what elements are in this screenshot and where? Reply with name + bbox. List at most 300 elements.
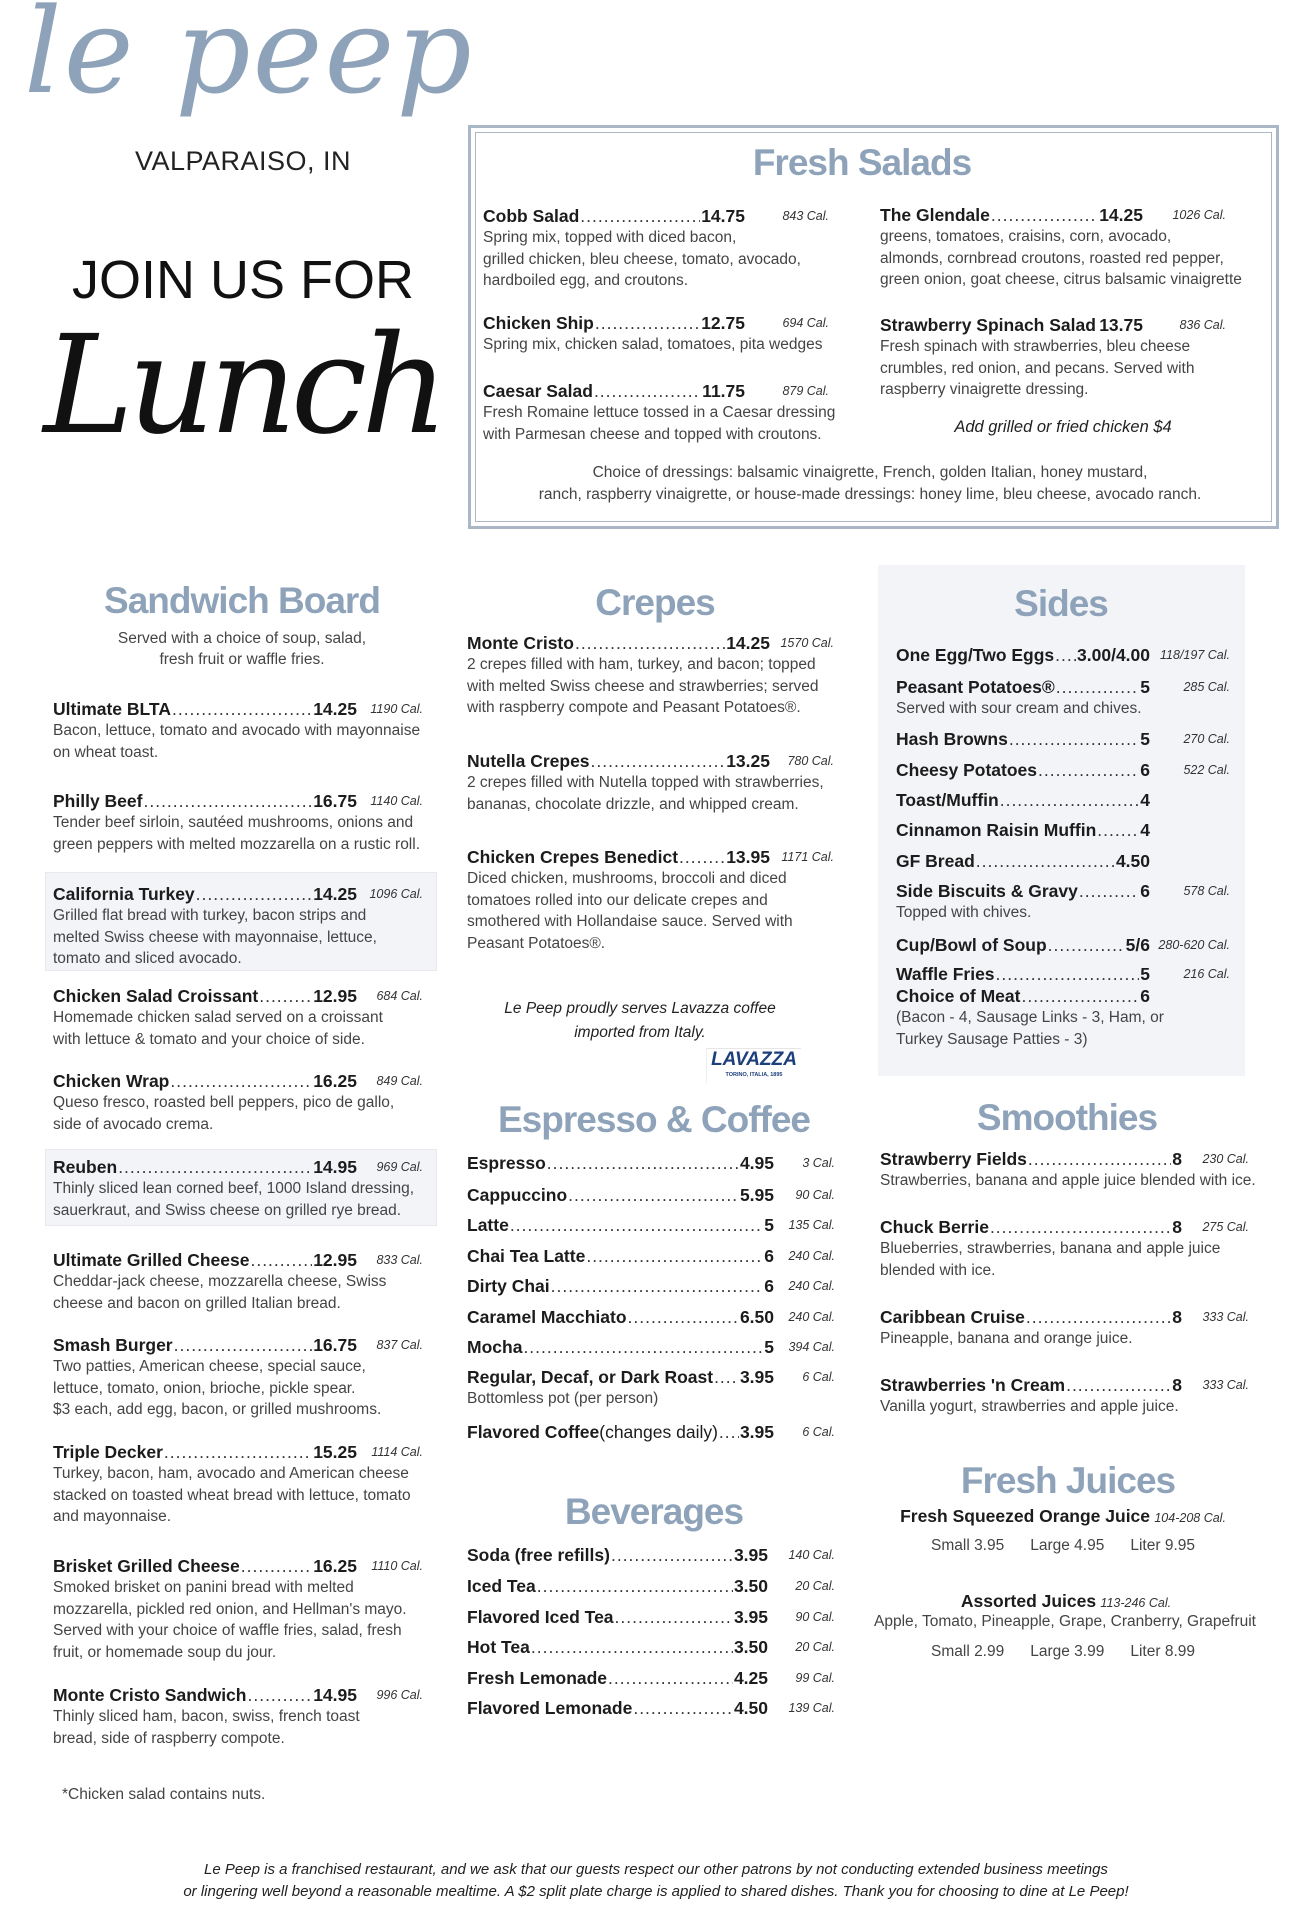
item-description: raspberry vinaigrette dressing. bbox=[880, 381, 1089, 398]
item-name: Cobb Salad bbox=[483, 206, 580, 226]
menu-item bbox=[467, 1152, 835, 1174]
dot-leader bbox=[996, 963, 1140, 985]
item-price: 15.25 bbox=[313, 1442, 357, 1462]
item-price: 12.75 bbox=[701, 313, 745, 333]
sides-title: Sides bbox=[1014, 583, 1108, 624]
menu-item bbox=[467, 1667, 835, 1689]
dot-leader bbox=[991, 204, 1098, 226]
item-calories: 118/197 Cal. bbox=[1160, 648, 1230, 662]
menu-item bbox=[896, 963, 1230, 985]
item-calories: 1190 Cal. bbox=[370, 702, 423, 716]
item-name: Caribbean Cruise bbox=[880, 1307, 1025, 1327]
item-calories: 1171 Cal. bbox=[781, 850, 834, 864]
item-description: hardboiled egg, and croutons. bbox=[483, 272, 689, 289]
menu-item bbox=[467, 1575, 835, 1597]
item-price: 14.25 bbox=[1099, 205, 1143, 225]
item-name: Chuck Berrie bbox=[880, 1217, 989, 1237]
menu-item bbox=[467, 1184, 835, 1206]
assorted-juices-name: Assorted Juices bbox=[960, 1591, 1097, 1611]
dot-leader bbox=[568, 1184, 739, 1206]
dot-leader bbox=[575, 632, 725, 654]
add-chicken-note: Add grilled or fried chicken $4 bbox=[954, 418, 1172, 436]
item-name: Ultimate BLTA bbox=[53, 699, 171, 719]
item-price: 4 bbox=[1140, 790, 1150, 810]
item-description: green peppers with melted mozzarella on a rustic roll. bbox=[53, 835, 421, 853]
dressings-line-1: Choice of dressings: balsamic vinaigrette, French, golden Italian, honey mustard, bbox=[592, 464, 1148, 481]
menu-item bbox=[467, 632, 834, 719]
item-description: Fresh Romaine lettuce tossed in a Caesar dressing bbox=[483, 404, 836, 421]
lavazza-subline: TORINO, ITALIA, 1895 bbox=[725, 1072, 783, 1078]
dot-leader bbox=[591, 750, 726, 772]
menu-item bbox=[467, 1421, 835, 1443]
item-description: Diced chicken, mushrooms, broccoli and diced bbox=[467, 870, 787, 887]
dot-leader bbox=[1079, 880, 1139, 902]
item-price: 11.75 bbox=[702, 381, 745, 401]
menu-item bbox=[896, 789, 1230, 811]
item-calories: 240 Cal. bbox=[788, 1310, 835, 1324]
item-name: Side Biscuits & Gravy bbox=[896, 881, 1078, 901]
item-calories: 230 Cal. bbox=[1202, 1152, 1249, 1166]
item-description: blended with ice. bbox=[880, 1261, 996, 1279]
dot-leader bbox=[1009, 728, 1139, 750]
item-description: with Parmesan cheese and topped with croutons. bbox=[483, 425, 822, 443]
item-price: 5 bbox=[1140, 677, 1150, 697]
item-calories: 996 Cal. bbox=[376, 1688, 423, 1702]
espresso-coffee-title: Espresso & Coffee bbox=[498, 1099, 810, 1140]
size-small: Small 3.95 bbox=[931, 1537, 1005, 1554]
item-calories: 90 Cal. bbox=[795, 1610, 835, 1624]
fresh-juices-title: Fresh Juices bbox=[960, 1460, 1176, 1501]
item-price: 3.00/4.00 bbox=[1077, 645, 1150, 665]
orange-juice-row bbox=[900, 1506, 1226, 1527]
item-price: 3.95 bbox=[733, 1607, 768, 1627]
item-calories: 20 Cal. bbox=[795, 1640, 835, 1654]
item-calories: 280-620 Cal. bbox=[1158, 938, 1230, 952]
item-name: Nutella Crepes bbox=[467, 751, 590, 771]
item-price: 5 bbox=[764, 1337, 774, 1357]
item-price: 5 bbox=[1140, 964, 1150, 984]
dot-leader bbox=[241, 1555, 312, 1577]
item-name: Ultimate Grilled Cheese bbox=[53, 1250, 250, 1270]
item-price: 13.75 bbox=[1099, 315, 1143, 335]
item-name: Caesar Salad bbox=[483, 381, 593, 401]
menu-item bbox=[53, 1684, 423, 1749]
item-price: 6 bbox=[764, 1246, 774, 1266]
dot-leader bbox=[679, 846, 725, 868]
item-price: 4.95 bbox=[739, 1153, 774, 1173]
menu-item bbox=[483, 312, 829, 356]
item-name: Strawberry Spinach Salad bbox=[880, 315, 1096, 335]
item-name: Flavored Coffee(changes daily) bbox=[467, 1422, 718, 1442]
item-description: sauerkraut, and Swiss cheese on grilled rye bread. bbox=[53, 1201, 402, 1219]
item-description: 2 crepes filled with ham, turkey, and bacon; topped bbox=[467, 656, 816, 673]
menu-item bbox=[880, 1216, 1249, 1281]
item-calories: 6 Cal. bbox=[802, 1370, 835, 1384]
item-price: 5 bbox=[764, 1215, 774, 1235]
dot-leader bbox=[164, 1441, 312, 1463]
item-description: Tender beef sirloin, sautéed mushrooms, onions and bbox=[53, 814, 414, 831]
orange-juice-name: Fresh Squeezed Orange Juice bbox=[900, 1506, 1151, 1526]
dot-leader bbox=[594, 380, 701, 402]
item-price: 6 bbox=[1140, 881, 1150, 901]
le-peep-logo: le peep bbox=[24, 0, 474, 120]
item-description: Vanilla yogurt, strawberries and apple juice. bbox=[880, 1398, 1179, 1415]
item-price: 5 bbox=[1140, 729, 1150, 749]
orange-juice-sizes bbox=[918, 1537, 1208, 1555]
menu-item bbox=[483, 380, 836, 445]
item-description: tomatoes rolled into our delicate crepes and bbox=[467, 891, 768, 909]
sandwich-subtitle-1: Served with a choice of soup, salad, bbox=[117, 630, 367, 647]
menu-item bbox=[467, 750, 834, 815]
item-calories: 1110 Cal. bbox=[371, 1559, 423, 1573]
item-price: 13.95 bbox=[726, 847, 770, 867]
item-name: Flavored Iced Tea bbox=[467, 1607, 614, 1627]
item-description: fruit, or homemade soup du jour. bbox=[53, 1643, 277, 1661]
item-price: 3.50 bbox=[733, 1576, 768, 1596]
item-calories: 836 Cal. bbox=[1179, 318, 1226, 332]
item-description: greens, tomatoes, craisins, corn, avocado, bbox=[880, 228, 1172, 245]
item-description: Homemade chicken salad served on a croissant bbox=[53, 1009, 383, 1026]
item-name: California Turkey bbox=[53, 884, 195, 904]
item-calories: 1140 Cal. bbox=[370, 794, 423, 808]
menu-item bbox=[53, 1334, 423, 1421]
item-price: 14.25 bbox=[726, 633, 770, 653]
item-description: grilled chicken, bleu cheese, tomato, avocado, bbox=[483, 250, 801, 268]
item-description: Bottomless pot (per person) bbox=[467, 1390, 659, 1407]
item-description: with melted Swiss cheese and strawberries; served bbox=[467, 677, 819, 695]
item-calories: 394 Cal. bbox=[788, 1340, 835, 1354]
item-price: 5.95 bbox=[739, 1185, 774, 1205]
lunch-script-heading: Lunch bbox=[43, 307, 443, 465]
menu-item bbox=[53, 1249, 423, 1314]
dot-leader bbox=[170, 1070, 312, 1092]
item-calories: 969 Cal. bbox=[376, 1160, 423, 1174]
item-calories: 20 Cal. bbox=[795, 1579, 835, 1593]
menu-item bbox=[880, 1306, 1249, 1350]
item-description: $3 each, add egg, bacon, or grilled mushrooms. bbox=[53, 1401, 382, 1418]
item-calories: 90 Cal. bbox=[795, 1188, 835, 1202]
item-name: Smash Burger bbox=[53, 1335, 173, 1355]
dot-leader bbox=[523, 1336, 763, 1358]
dot-leader bbox=[551, 1275, 764, 1297]
item-description: on wheat toast. bbox=[53, 743, 159, 761]
dot-leader bbox=[1021, 985, 1139, 1007]
item-price: 16.75 bbox=[313, 1335, 357, 1355]
item-description: (Bacon - 4, Sausage Links - 3, Ham, or bbox=[896, 1009, 1164, 1026]
item-description: Cheddar-jack cheese, mozzarella cheese, Swiss bbox=[53, 1273, 387, 1290]
item-calories: 3 Cal. bbox=[802, 1156, 835, 1170]
item-description: mozzarella, pickled red onion, and Hellman's mayo. bbox=[53, 1600, 407, 1618]
assorted-juice-flavors: Apple, Tomato, Pineapple, Grape, Cranberry, Grapefruit bbox=[874, 1613, 1256, 1630]
nut-allergy-note: *Chicken salad contains nuts. bbox=[62, 1786, 266, 1803]
item-calories: 843 Cal. bbox=[782, 209, 829, 223]
item-price: 12.95 bbox=[313, 1250, 357, 1270]
join-us-heading: JOIN US FOR bbox=[71, 250, 415, 310]
item-calories: 6 Cal. bbox=[802, 1425, 835, 1439]
item-description: lettuce, tomato, onion, brioche, pickle spear. bbox=[53, 1379, 356, 1397]
dressings-line-2: ranch, raspberry vinaigrette, or house-made dressings: honey lime, bleu cheese, avocado ranch. bbox=[538, 486, 1202, 503]
item-name: Hash Browns bbox=[896, 729, 1008, 749]
item-name: Philly Beef bbox=[53, 791, 143, 811]
menu-item bbox=[53, 985, 423, 1050]
item-calories: 275 Cal. bbox=[1202, 1220, 1249, 1234]
item-price: 14.25 bbox=[313, 884, 357, 904]
item-price: 6 bbox=[1140, 986, 1150, 1006]
item-name: Choice of Meat bbox=[896, 986, 1021, 1006]
item-description: green onion, goat cheese, citrus balsamic vinaigrette bbox=[880, 271, 1242, 288]
item-calories: 522 Cal. bbox=[1183, 763, 1230, 777]
dot-leader bbox=[259, 985, 312, 1007]
item-description: Served with sour cream and chives. bbox=[896, 700, 1142, 717]
assorted-juices-row bbox=[961, 1591, 1171, 1612]
item-calories: 837 Cal. bbox=[376, 1338, 423, 1352]
item-calories: 694 Cal. bbox=[782, 316, 829, 330]
dot-leader bbox=[990, 1216, 1171, 1238]
menu-item bbox=[896, 644, 1230, 666]
footer-line-2: or lingering well beyond a reasonable mealtime. A $2 split plate charge is applied to shared dishes. Thank you for choosing to dine at Le Peep! bbox=[183, 1883, 1129, 1900]
dot-leader bbox=[608, 1667, 733, 1689]
menu-item bbox=[467, 1245, 835, 1267]
item-price: 6.50 bbox=[739, 1307, 774, 1327]
item-description: Bacon, lettuce, tomato and avocado with mayonnaise bbox=[53, 722, 421, 739]
dot-leader bbox=[1056, 676, 1139, 698]
dot-leader bbox=[1048, 934, 1125, 956]
item-description: Turkey, bacon, ham, avocado and American cheese bbox=[53, 1465, 409, 1482]
item-calories: 1114 Cal. bbox=[371, 1445, 423, 1459]
assorted-juice-sizes bbox=[918, 1643, 1208, 1661]
size-large: Large 4.95 bbox=[1030, 1537, 1105, 1554]
menu-item bbox=[53, 790, 423, 855]
item-description: with lettuce & tomato and your choice of side. bbox=[53, 1030, 365, 1048]
item-price: 8 bbox=[1172, 1307, 1182, 1327]
dot-leader bbox=[1066, 1374, 1171, 1396]
menu-item bbox=[53, 1070, 423, 1135]
item-name: Espresso bbox=[467, 1153, 546, 1173]
menu-item bbox=[467, 846, 834, 954]
menu-item bbox=[467, 1366, 835, 1410]
dot-leader bbox=[250, 1249, 312, 1271]
item-price: 4.25 bbox=[733, 1668, 768, 1688]
item-name: Iced Tea bbox=[467, 1576, 536, 1596]
item-name: Latte bbox=[467, 1215, 509, 1235]
menu-item bbox=[896, 676, 1230, 720]
item-description: Thinly sliced ham, bacon, swiss, french toast bbox=[53, 1708, 360, 1725]
menu-item bbox=[467, 1606, 835, 1628]
item-name: Peasant Potatoes® bbox=[896, 677, 1055, 697]
item-description: cheese and bacon on grilled Italian bread. bbox=[53, 1294, 341, 1312]
dot-leader bbox=[1038, 759, 1139, 781]
menu-item bbox=[53, 1441, 423, 1528]
menu-item bbox=[896, 819, 1230, 841]
item-price: 5/6 bbox=[1125, 935, 1150, 955]
item-description: with raspberry compote and Peasant Potatoes®. bbox=[467, 699, 801, 716]
item-description: Grilled flat bread with turkey, bacon strips and bbox=[53, 907, 367, 924]
item-price: 14.25 bbox=[313, 699, 357, 719]
item-price: 16.25 bbox=[313, 1071, 357, 1091]
item-description: smothered with Hollandaise sauce. Served with bbox=[467, 913, 793, 930]
item-description: almonds, cornbread croutons, roasted red pepper, bbox=[880, 249, 1224, 267]
dot-leader bbox=[595, 312, 700, 334]
item-price: 16.75 bbox=[313, 791, 357, 811]
item-description: Peasant Potatoes®. bbox=[467, 934, 606, 952]
item-name: Flavored Lemonade bbox=[467, 1698, 633, 1718]
menu-item bbox=[483, 205, 829, 292]
location-label: VALPARAISO, IN bbox=[134, 146, 352, 176]
item-description: stacked on toasted wheat bread with lettuce, tomato bbox=[53, 1486, 411, 1504]
item-description: Fresh spinach with strawberries, bleu cheese bbox=[880, 338, 1191, 355]
item-price: 8 bbox=[1172, 1217, 1182, 1237]
item-price: 16.25 bbox=[313, 1556, 357, 1576]
orange-juice-cal: 104-208 Cal. bbox=[1154, 1511, 1226, 1525]
item-name: Chicken Crepes Benedict bbox=[467, 847, 679, 867]
item-name: Cappuccino bbox=[467, 1185, 568, 1205]
item-price: 6 bbox=[764, 1276, 774, 1296]
size-liter: Liter 8.99 bbox=[1130, 1643, 1195, 1660]
item-description: bananas, chocolate drizzle, and whipped cream. bbox=[467, 795, 799, 813]
item-description: tomato and sliced avocado. bbox=[53, 950, 242, 967]
sandwich-board-title: Sandwich Board bbox=[104, 580, 380, 621]
item-description: Two patties, American cheese, special sauce, bbox=[53, 1358, 366, 1375]
item-price: 6 bbox=[1140, 760, 1150, 780]
dot-leader bbox=[174, 1334, 313, 1356]
item-description: Thinly sliced lean corned beef, 1000 Island dressing, bbox=[53, 1180, 415, 1197]
item-name: Chicken Wrap bbox=[53, 1071, 170, 1091]
item-description: Smoked brisket on panini bread with melted bbox=[53, 1579, 354, 1596]
menu-item bbox=[880, 204, 1242, 291]
item-calories: 285 Cal. bbox=[1183, 680, 1230, 694]
sandwich-subtitle-2: fresh fruit or waffle fries. bbox=[159, 651, 325, 668]
item-name: Caramel Macchiato bbox=[467, 1307, 627, 1327]
item-name: Fresh Lemonade bbox=[467, 1668, 608, 1688]
item-calories: 139 Cal. bbox=[788, 1701, 835, 1715]
item-description: Blueberries, strawberries, banana and apple juice bbox=[880, 1240, 1221, 1257]
menu-item bbox=[896, 934, 1230, 956]
item-calories: 849 Cal. bbox=[376, 1074, 423, 1088]
item-name: Toast/Muffin bbox=[896, 790, 999, 810]
menu-item bbox=[896, 850, 1230, 872]
menu-item bbox=[53, 883, 423, 970]
item-name: Brisket Grilled Cheese bbox=[53, 1556, 240, 1576]
item-name: Triple Decker bbox=[53, 1442, 163, 1462]
beverages-title: Beverages bbox=[564, 1491, 744, 1532]
item-description: side of avocado crema. bbox=[53, 1115, 214, 1133]
item-calories: 1096 Cal. bbox=[369, 887, 423, 901]
item-price: 13.25 bbox=[726, 751, 770, 771]
item-name: Chicken Salad Croissant bbox=[53, 986, 259, 1006]
item-price: 4.50 bbox=[1115, 851, 1150, 871]
size-liter: Liter 9.95 bbox=[1130, 1537, 1195, 1554]
menu-item bbox=[53, 1555, 423, 1663]
item-price: 4.50 bbox=[733, 1698, 768, 1718]
dot-leader bbox=[611, 1544, 733, 1566]
item-calories: 833 Cal. bbox=[376, 1253, 423, 1267]
item-name: Dirty Chai bbox=[467, 1276, 550, 1296]
size-small: Small 2.99 bbox=[931, 1643, 1005, 1660]
item-description: crumbles, red onion, and pecans. Served with bbox=[880, 359, 1195, 377]
menu-item bbox=[53, 1156, 423, 1221]
item-calories: 333 Cal. bbox=[1202, 1310, 1249, 1324]
menu-item bbox=[896, 759, 1230, 781]
item-name: Chicken Ship bbox=[483, 313, 594, 333]
item-name: Cup/Bowl of Soup bbox=[896, 935, 1047, 955]
footer-line-1: Le Peep is a franchised restaurant, and we ask that our guests respect our other patrons by not conducting extended business meetings bbox=[204, 1861, 1108, 1878]
dot-leader bbox=[615, 1606, 733, 1628]
item-description: 2 crepes filled with Nutella topped with strawberries, bbox=[467, 774, 824, 791]
dot-leader bbox=[586, 1245, 763, 1267]
item-calories: 216 Cal. bbox=[1183, 967, 1230, 981]
dot-leader bbox=[580, 205, 700, 227]
dot-leader bbox=[143, 790, 312, 812]
dot-leader bbox=[633, 1697, 733, 1719]
dot-leader bbox=[1097, 314, 1098, 336]
item-price: 3.95 bbox=[739, 1422, 774, 1442]
item-description: Turkey Sausage Patties - 3) bbox=[896, 1030, 1088, 1048]
menu-item bbox=[880, 1148, 1256, 1192]
dot-leader bbox=[1028, 1148, 1171, 1170]
lavazza-wordmark: LAVAZZA bbox=[711, 1049, 797, 1070]
item-calories: 270 Cal. bbox=[1183, 732, 1230, 746]
size-large: Large 3.99 bbox=[1030, 1643, 1105, 1660]
lavazza-note-2: imported from Italy. bbox=[574, 1024, 706, 1041]
lavazza-logo bbox=[706, 1048, 801, 1083]
crepes-title: Crepes bbox=[595, 582, 715, 623]
item-calories: 140 Cal. bbox=[788, 1548, 835, 1562]
item-calories: 684 Cal. bbox=[376, 989, 423, 1003]
item-name: Strawberry Fields bbox=[880, 1149, 1027, 1169]
item-calories: 333 Cal. bbox=[1202, 1378, 1249, 1392]
item-description: Queso fresco, roasted bell peppers, pico de gallo, bbox=[53, 1094, 395, 1111]
menu-item bbox=[880, 314, 1226, 401]
item-description: Spring mix, chicken salad, tomatoes, pita wedges bbox=[483, 336, 823, 353]
dot-leader bbox=[1055, 644, 1076, 666]
menu-item bbox=[467, 1214, 835, 1236]
item-description: Topped with chives. bbox=[896, 904, 1032, 921]
item-name: Regular, Decaf, or Dark Roast bbox=[467, 1367, 714, 1387]
menu-item bbox=[896, 985, 1230, 1050]
item-name: Cheesy Potatoes bbox=[896, 760, 1038, 780]
item-price: 3.95 bbox=[733, 1545, 768, 1565]
item-calories: 99 Cal. bbox=[795, 1671, 835, 1685]
assorted-juices-cal: 113-246 Cal. bbox=[1100, 1596, 1172, 1610]
item-price: 14.95 bbox=[313, 1157, 357, 1177]
menu-item bbox=[467, 1544, 835, 1566]
dot-leader bbox=[537, 1575, 733, 1597]
item-name: Mocha bbox=[467, 1337, 523, 1357]
menu-item bbox=[53, 698, 423, 763]
item-name: Reuben bbox=[53, 1157, 118, 1177]
smoothies-title: Smoothies bbox=[976, 1097, 1158, 1138]
item-name: Soda (free refills) bbox=[467, 1545, 610, 1565]
menu-item bbox=[880, 1374, 1249, 1418]
dot-leader bbox=[976, 850, 1115, 872]
menu-item bbox=[896, 728, 1230, 750]
fresh-salads-title: Fresh Salads bbox=[752, 142, 972, 183]
item-price: 12.95 bbox=[313, 986, 357, 1006]
item-name: Strawberries 'n Cream bbox=[880, 1375, 1066, 1395]
item-price: 3.95 bbox=[739, 1367, 774, 1387]
item-description: bread, side of raspberry compote. bbox=[53, 1729, 285, 1747]
item-description: Pineapple, banana and orange juice. bbox=[880, 1330, 1133, 1347]
menu-item bbox=[467, 1275, 835, 1297]
item-description: Strawberries, banana and apple juice blended with ice. bbox=[880, 1172, 1256, 1189]
item-calories: 240 Cal. bbox=[788, 1279, 835, 1293]
menu-item bbox=[467, 1336, 835, 1358]
item-description: Spring mix, topped with diced bacon, bbox=[483, 229, 737, 246]
item-description: melted Swiss cheese with mayonnaise, lettuce, bbox=[53, 928, 377, 946]
dot-leader bbox=[1026, 1306, 1171, 1328]
item-name: Chai Tea Latte bbox=[467, 1246, 586, 1266]
item-name: Monte Cristo bbox=[467, 633, 574, 653]
